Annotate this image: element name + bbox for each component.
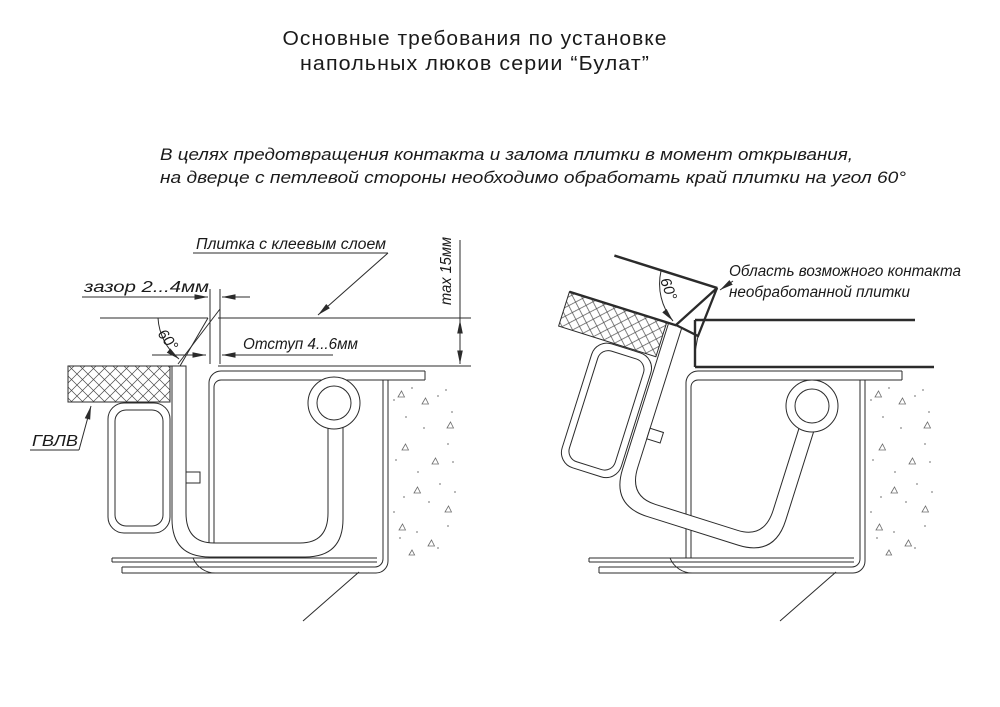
note xyxy=(160,145,906,187)
contact-area-triangle xyxy=(676,288,717,336)
dim-offset xyxy=(152,336,358,355)
dim-gap xyxy=(82,279,250,297)
hinge-pivot-outer xyxy=(308,377,360,429)
svg-text:60°: 60° xyxy=(153,325,182,355)
left-section-view xyxy=(30,232,471,621)
svg-text:зазор 2...4мм: зазор 2...4мм xyxy=(82,279,210,296)
note-line-1: В целях предотвращения контакта и залома плитки в момент открывания, xyxy=(160,145,854,164)
label-gvl xyxy=(30,406,91,450)
label-angle-left xyxy=(154,318,181,359)
note-line-2: на дверце с петлевой стороны необходимо обработать край плитки на угол 60° xyxy=(160,168,907,187)
label-angle-right xyxy=(656,271,680,321)
label-contact-area xyxy=(720,263,961,301)
dim-max-height xyxy=(438,232,460,364)
svg-text:Отступ 4...6мм: Отступ 4...6мм xyxy=(243,336,359,353)
svg-text:Плитка с клеевым слоем: Плитка с клеевым слоем xyxy=(196,236,387,253)
svg-text:ГВЛВ: ГВЛВ xyxy=(32,433,78,450)
title xyxy=(283,28,668,75)
right-section-view xyxy=(512,246,961,621)
svg-text:необработанной плитки: необработанной плитки xyxy=(729,284,911,301)
title-line-2: напольных люков серии “Булат” xyxy=(300,53,650,75)
tile-gap-lines xyxy=(210,289,220,364)
label-tile-adhesive xyxy=(193,236,388,315)
svg-text:max 15мм: max 15мм xyxy=(438,232,455,305)
svg-text:60°: 60° xyxy=(656,275,680,303)
title-line-1: Основные требования по установке xyxy=(282,28,668,50)
svg-text:Область возможного контакта: Область возможного контакта xyxy=(729,263,962,280)
hinge-pivot-outer xyxy=(786,380,838,432)
fixed-tile-right xyxy=(695,320,934,367)
